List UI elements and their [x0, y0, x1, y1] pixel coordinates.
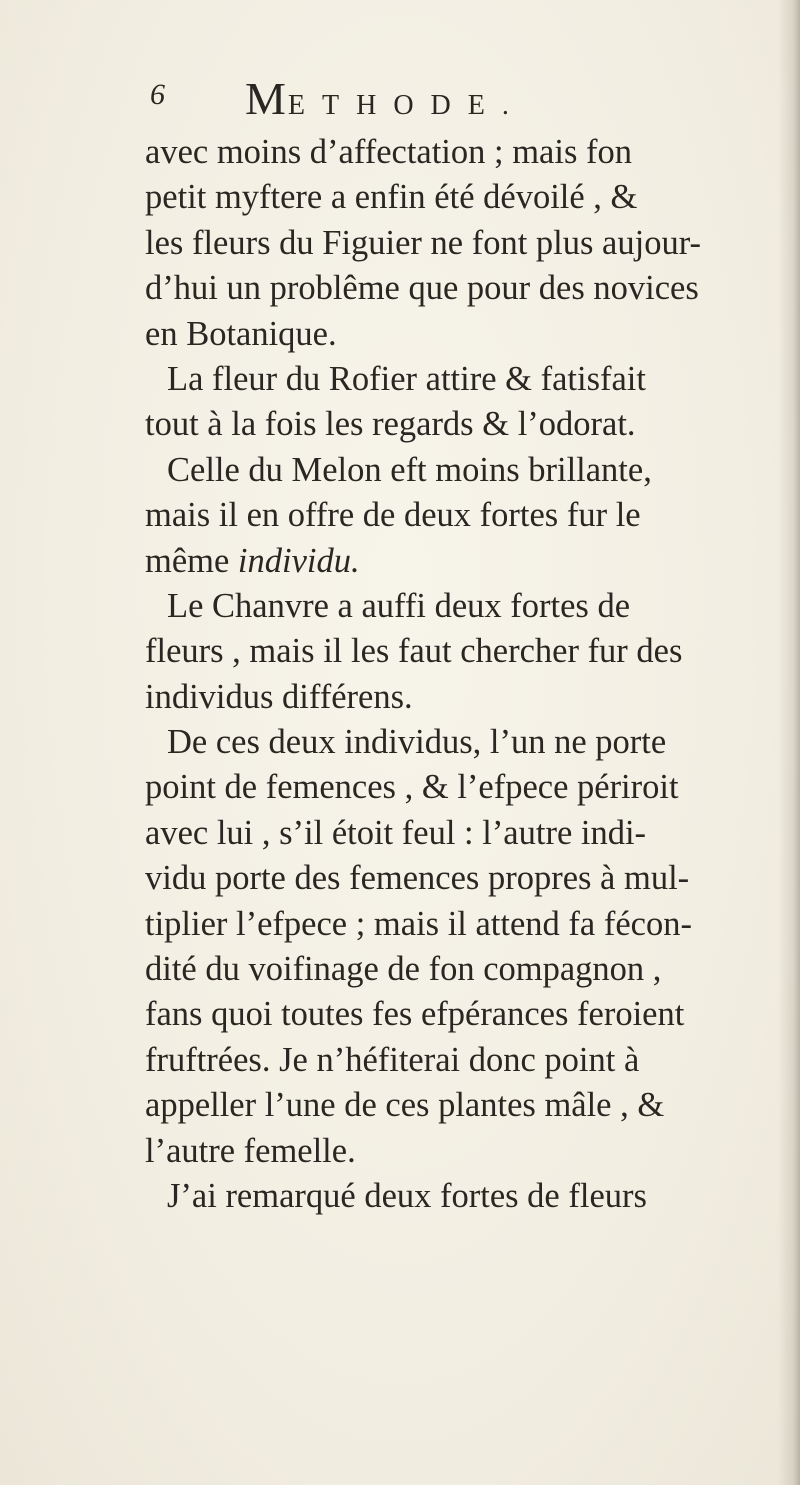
text-line: petit myftere a enfin été dévoilé , & [145, 178, 638, 217]
paragraph-start-line: J’ai remarqué deux fortes de fleurs [167, 1176, 647, 1215]
paragraph-start-line: La fleur du Rofier attire & fatisfait [167, 359, 646, 398]
running-title-initial: M [245, 73, 288, 124]
text-line: en Botanique. [145, 314, 337, 353]
text-line: fans quoi toutes fes efpérances feroient [145, 995, 685, 1034]
running-title-rest: ETHODE. [287, 90, 526, 121]
text-line: l’autre femelle. [145, 1131, 356, 1170]
text-line: tiplier l’efpece ; mais il attend fa fécon- [145, 904, 692, 943]
text-line: avec moins d’affectation ; mais fon [145, 133, 632, 171]
paragraph-start-line: De ces deux individus, l’un ne porte [167, 723, 667, 762]
text-line: avec lui , s’il étoit feul : l’autre indi- [145, 813, 647, 852]
text-line: les fleurs du Figuier ne font plus aujour- [145, 223, 701, 262]
running-title [245, 72, 526, 125]
text-line-with-italic [145, 539, 785, 584]
text-line: d’hui un problême que pour des novices [145, 269, 699, 308]
page-header [150, 72, 620, 132]
text-line: tout à la fois les regards & l’odorat. [145, 405, 636, 444]
text-line: fleurs , mais il les faut chercher fur des [145, 632, 683, 671]
text-line: fruftrées. Je n’héfiterai donc point à [145, 1040, 640, 1079]
text-line: vidu porte des femences propres à mul- [145, 859, 690, 898]
paragraph-start-line: Celle du Melon eft moins brillante, [167, 450, 652, 489]
text-segment: même [145, 541, 238, 580]
body-text [145, 130, 785, 1219]
paragraph-start-line: Le Chanvre a auffi deux fortes de [167, 586, 631, 625]
text-line: dité du voifinage de fon compagnon , [145, 950, 662, 989]
text-line: appeller l’une de ces plantes mâle , & [145, 1086, 665, 1125]
text-line: point de femences , & l’efpece périroit [145, 768, 679, 807]
page-number: 6 [150, 78, 165, 111]
text-line: mais il en offre de deux fortes fur le [145, 496, 641, 535]
text-line: individus différens. [145, 677, 413, 716]
italic-word: individu. [237, 541, 360, 580]
